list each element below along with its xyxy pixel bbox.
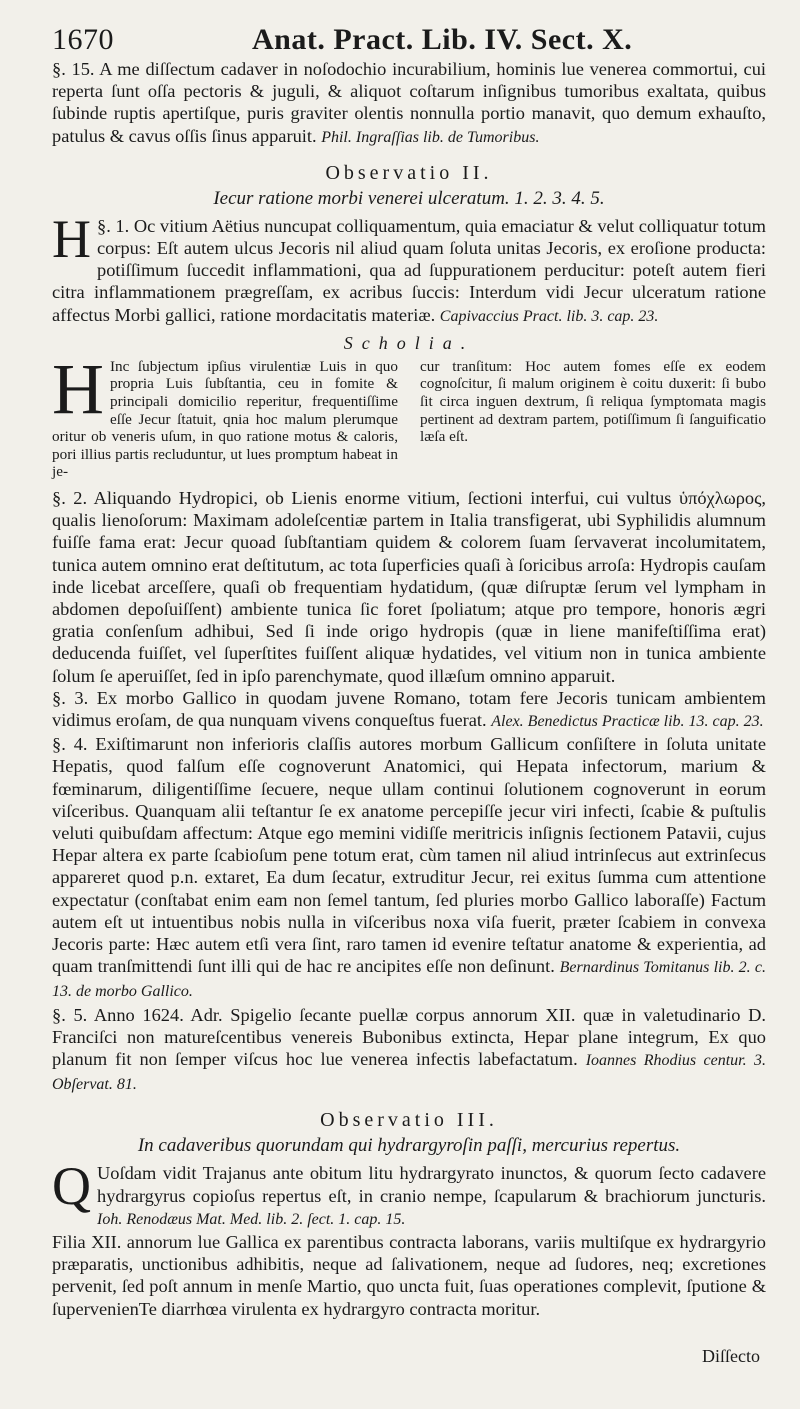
- catchword: Diſſecto: [702, 1346, 760, 1366]
- section-5-text: §. 5. Anno 1624. Adr. Spigelio ſecante puellæ corpus annorum XII. quæ in valetudinario D. Franciſci non matureſcentibus venereis Bubonibus extincta, Hepar plane integrum, Ex quo planum fit non ſemper viſcus hoc lue venerea infectis labefactatum.: [52, 1004, 766, 1070]
- observatio-3-subtitle: In cadaveribus quorundam qui hydrargyroſin paſſi, mercurius repertus.: [137, 1135, 681, 1157]
- section-1-number: §. 1.: [97, 215, 130, 236]
- page-number: 1670: [52, 23, 114, 56]
- section-1: [52, 208, 766, 328]
- running-title: Anat. Pract. Lib. IV. Sect. X.: [252, 23, 633, 56]
- section-15-text: §. 15. A me diſſectum cadaver in noſodochio incurabilium, hominis lue venerea commortui, cui reperta ſunt oſſa pectoris & juguli, & aliquot coſtarum inſignibus tumoribus exaltata, quibus ſubinde ruptis apertiſque, puris graviter olentis nonnulla portio manavit, quo demum exhauſto, patulus & cavus oſſis ſinus apparuit.: [52, 59, 766, 146]
- section-5: [52, 1004, 766, 1097]
- scholia-left-text: Inc ſubjectum ipſius virulentiæ Luis in quo propria Luis ſubſtantia, ceu in fomite & principali domicilio reperitur, frequentiſſime eſſe Jecur ſtatuit, qnia hoc malum plerumque oritur ob veneris uſum, in quo ratione motus & caloris, pori illius partis recluduntur, ut lues promptum habeat in je-: [52, 357, 398, 481]
- section-5-citation: Ioannes Rhodius centur. 3. Obſervat. 81.: [52, 1052, 767, 1094]
- observatio-3-para-1-text: Uoſdam vidit Trajanus ante obitum litu hydrargyrato inunctos, & quorum ſecto cadavere hydrargyrus copioſus repertus eſt, in cranio nempe, ſcapularum & brachiorum juncturis.: [97, 1163, 766, 1206]
- observatio-2-subtitle: Iecur ratione morbi venerei ulceratum. 1. 2. 3. 4. 5.: [213, 187, 605, 209]
- drop-cap-h: H: [52, 208, 91, 269]
- section-15-citation: Phil. Ingraſſias lib. de Tumoribus.: [321, 128, 540, 146]
- section-4-text: §. 4. Exiſtimarunt non inferioris claſſis autores morbum Gallicum conſiſtere in ſoluta unitate Hepatis, quod falſum eſſe cognoverunt Anatomici, qui Hepata infectorum, marium & fœminarum, diligentiſſime ſecuere, neque ullam continui ſolutionem cognoverunt in eorum viſceribus. Quanquam alii teſtantur ſe ex anatome percepiſſe jecur viri infecti, ſcabie & puſtulis veluti quibuſdam affectum: Atque ego memini vidiſſe meritricis inſignis ſectionem Patavii, cujus Hepar altera ex parte ſcabioſum pene totum erat, cùm tamen nil aliud intrinſecus aut extrinſecus appareret quod p.n. extaret, Ea dum ſecatur, extruditur Jecur, rei exitus ſumma cum attentione expectatur (conſtabat enim eam non ſemel tantum, ſed pluries morbo Gallico laboraſſe) Factum autem eſt ut intuentibus nobis nulla in viſceribus noxa viſa fuerit, præter ſcabiem in convexa Jecoris parte: Hæc autem etſi vera ſint, raro tamen id evenire teſtatur anatome & experientia, ad quam tranſmittendi ſunt illi qui de hac re ancipites eſſe non deſinunt.: [52, 734, 766, 977]
- section-3: [52, 687, 766, 733]
- section-1-text: Oc vitium Aëtius nuncupat colliquamentum, quia emaciatur & velut colliquatur totum corpus: Eſt autem ulcus Jecoris nil aliud quam ſoluta unitas Jecoris, ex eroſione producta: potiſſimum ſuccedit inflammationi, qua ad ſuppurationem perducitur: poteſt autem fieri citra inflammationem prægreſſam, ex acribus ſuccis: Interdum vidi Jecur ulceratum ratione affectus Morbi gallici, ratione mordacitatis materiæ.: [52, 215, 766, 325]
- scholia-right-column: [420, 358, 766, 481]
- drop-cap-q: Q: [52, 1156, 91, 1217]
- running-header: [52, 22, 766, 58]
- section-4: [52, 733, 766, 1003]
- section-3-citation: Alex. Benedictus Practicæ lib. 13. cap. 23.: [491, 713, 764, 731]
- section-1-citation: Capivaccius Pract. lib. 3. cap. 23.: [439, 307, 659, 325]
- scholia-heading: Scholia.: [343, 332, 475, 353]
- scholia-block: [52, 348, 766, 481]
- scholia-drop-cap: H: [52, 348, 104, 429]
- observatio-3-title: Observatio III.: [320, 1109, 498, 1132]
- observatio-3-para-1-citation: Ioh. Renodæus Mat. Med. lib. 2. ſect. 1. cap. 15.: [97, 1210, 406, 1228]
- section-4-citation: Bernardinus Tomitanus lib. 2. c. 13. de morbo Gallico.: [52, 959, 766, 1001]
- section-2: §. 2. Aliquando Hydropici, ob Lienis enorme vitium, ſectioni interfui, cui vultus ὑπόχλωρος, qualis lienoſorum: Maximam adoleſcentiæ partem in Italia transfigerat, ubi Syphilidis alumnum fuiſſe fama erat: Jecur quoad ſubſtantiam quidem & colorem ſuam ſervaverat incolumitatem, tunica autem omnino erat deſtitutum, ac tota ſuperficies quaſi à ſoricibus arroſa: Hydropis cauſam inde licebat arceſſere, quaſi ob frequentiam hydatidum, (quæ diſruptæ ſerum vel lympham in abdomen depoſuiſſent) ambiente tunica ſic foret ſpoliatum; atque pro tempore, honoris ægri gratia conſenſum adhibui, Sed ſi inde origo hydropis (quæ in liene manifeſtiſſima erat) deducenda fuiſſet, vel ſuperſtites fuiſſent aliquæ hydatides, vel vitium non in tunica ambiente ſolum ſe aperuiſſet, ſed in ipſo parenchymate, quod illæſum omnino apparuit.: [52, 487, 766, 686]
- section-3-text: §. 3. Ex morbo Gallico in quodam juvene Romano, totam fere Jecoris tunicam ambientem vidimus eroſam, de qua nunquam vivens conqueſtus fuerat.: [52, 687, 766, 731]
- scholia-right-text: cur tranſitum: Hoc autem fomes eſſe ex eodem cognoſcitur, ſi malum originem è coitu duxerit: ſi bubo ſit circa inguen dextrum, ſi reliqua ſymptomata magis pertinent ad dextram partem, potiſſimum ſi ſanguificatio læſa eſt.: [420, 357, 766, 446]
- section-15: [52, 58, 766, 149]
- observatio-3-para-2: Filia XII. annorum lue Gallica ex parentibus contracta laborans, variis multiſque ex hydrargyrio præparatis, unctionibus adhibitis, neque ad ſalivationem, neque ad ſudores, neq; excretiones pervenit, ſed poſt annum in menſe Martio, quo uncta fuit, ſuas operationes complevit, ſputione & ſupervenienTe diarrhœa virulenta ex hydrargyro contracta moritur.: [52, 1232, 766, 1319]
- scholia-left-column: [52, 348, 398, 481]
- observatio-3-para-1: [52, 1156, 766, 1231]
- observatio-2-title: Observatio II.: [325, 161, 493, 184]
